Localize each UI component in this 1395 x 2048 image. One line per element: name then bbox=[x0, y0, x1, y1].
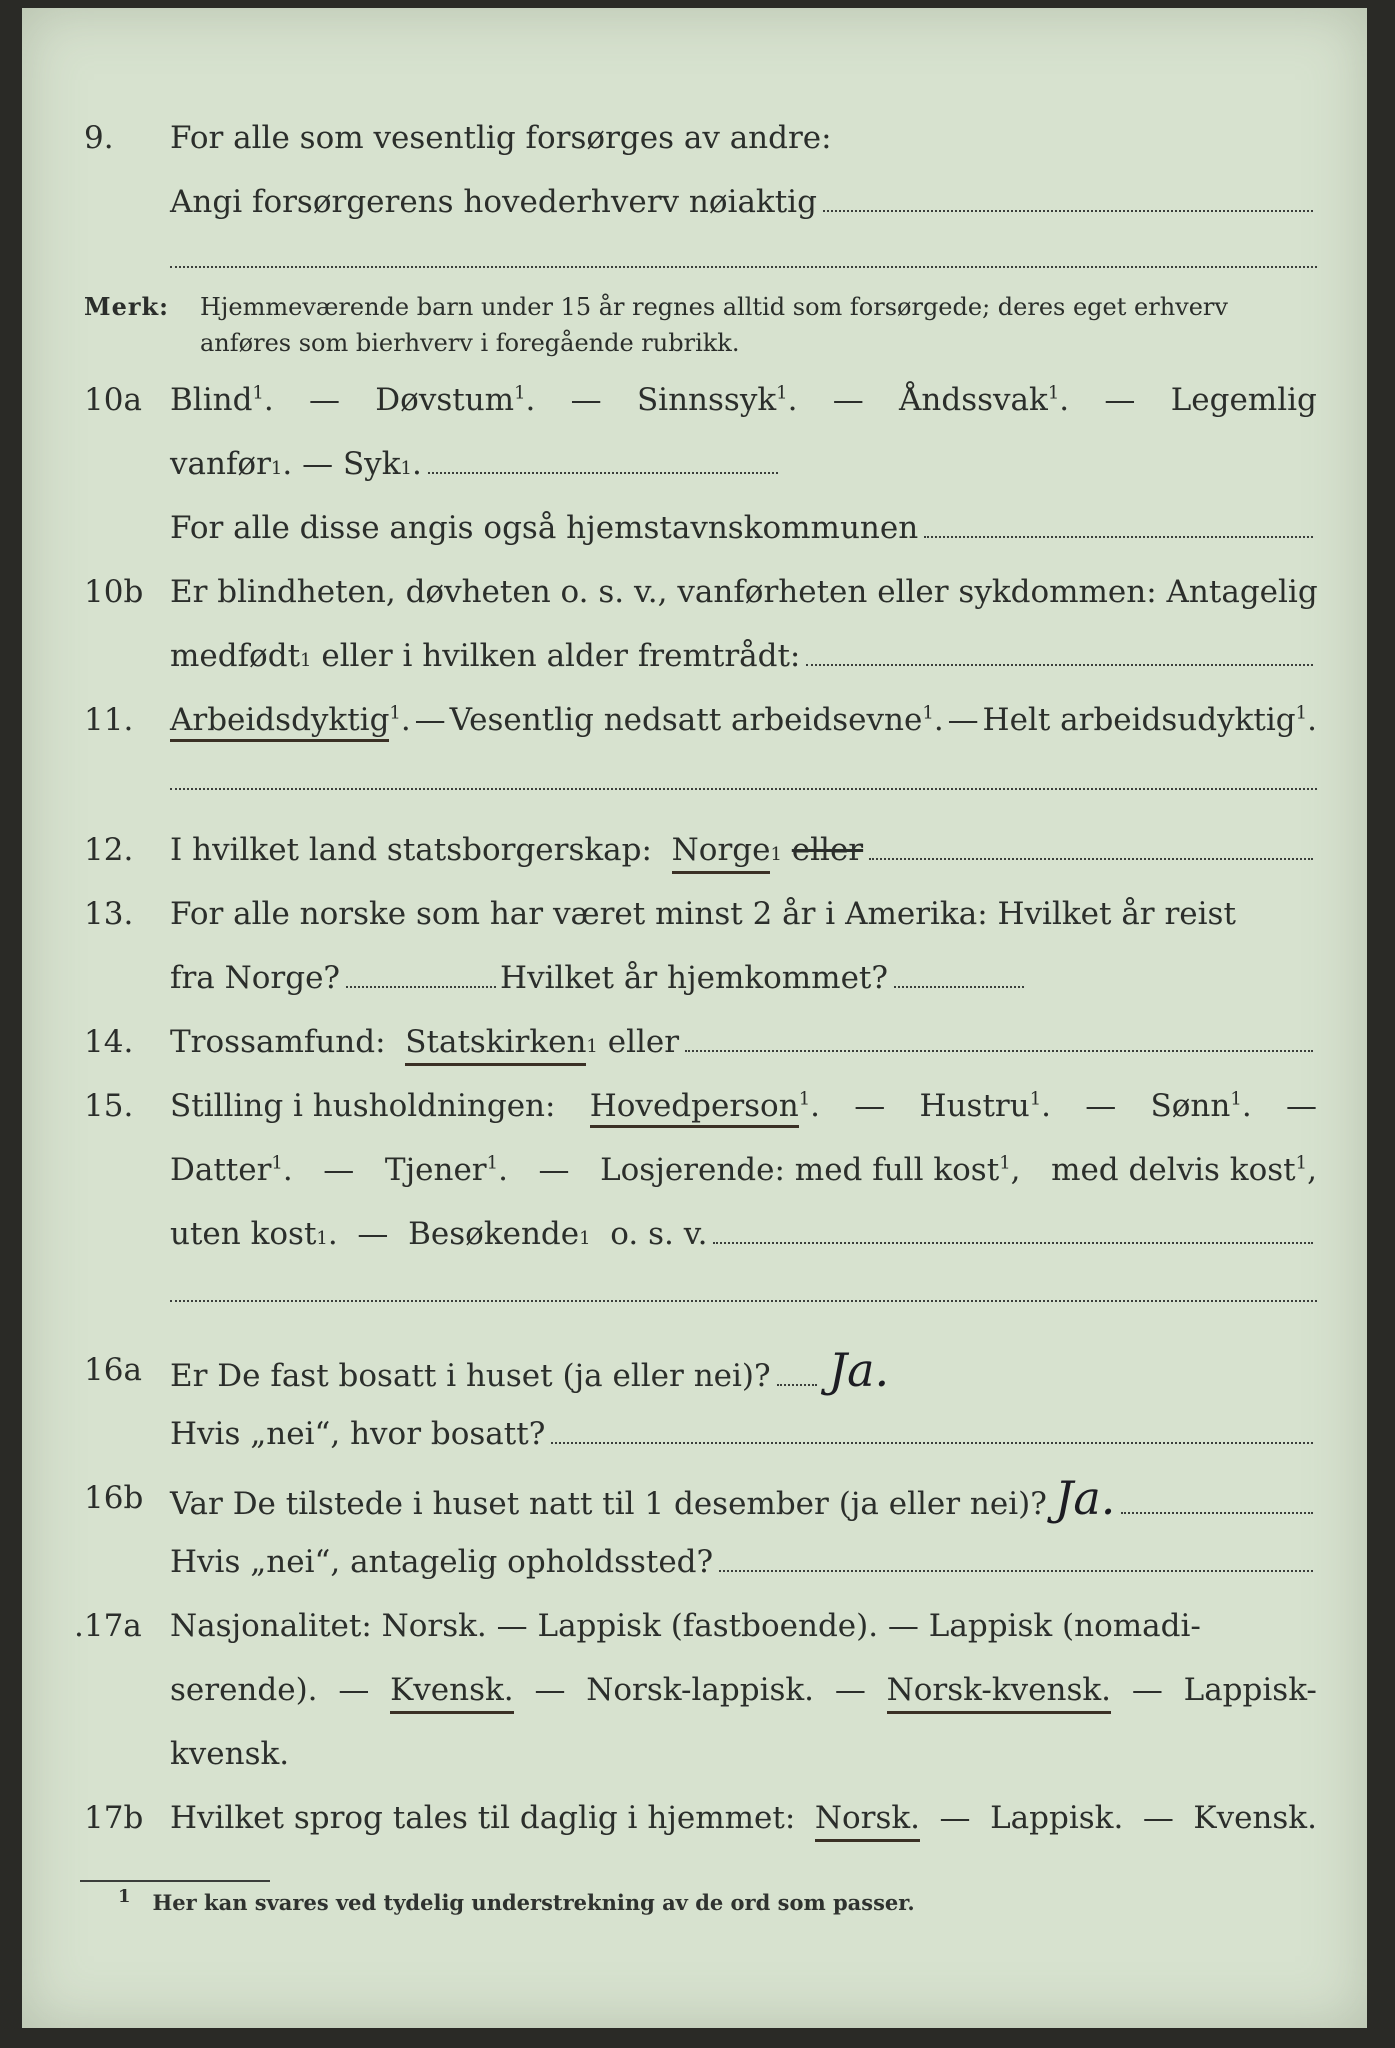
opt-medfodt[interactable]: medfødt bbox=[170, 638, 301, 674]
q10b-number: 10b bbox=[84, 574, 144, 610]
opt-nedsatt-arbeidsevne[interactable]: Vesentlig nedsatt arbeidsevne bbox=[449, 702, 923, 738]
q15-osv: o. s. v. bbox=[610, 1216, 708, 1252]
q17a-line1: Nasjonalitet: Norsk. — Lappisk (fastboende). — Lappisk (nomadi- bbox=[170, 1608, 1201, 1644]
q16b-number: 16b bbox=[84, 1480, 144, 1516]
q16b-dots bbox=[1121, 1512, 1313, 1514]
q10a-hjemstavn-label: For alle disse angis også hjemstavnskommunen bbox=[170, 510, 919, 546]
q10a-number: 10a bbox=[84, 382, 142, 418]
opt-dovstum[interactable]: Døvstum bbox=[375, 382, 515, 418]
q16b-question: Var De tilstede i huset natt til 1 desember (ja eller nei)? bbox=[170, 1486, 1047, 1522]
opt-hovedperson[interactable]: Hovedperson bbox=[590, 1088, 799, 1128]
q17a-number: .17a bbox=[74, 1608, 142, 1644]
opt-norsk-lappisk[interactable]: Norsk-lappisk. bbox=[586, 1672, 815, 1708]
q15-extra-line[interactable] bbox=[170, 1300, 1317, 1302]
q16b-opholdssted-label: Hvis „nei“, antagelig opholdssted? bbox=[170, 1544, 714, 1580]
merk-line1: Hjemmeværende barn under 15 år regnes alltid som forsørgede; deres eget erhverv bbox=[200, 293, 1228, 321]
q10b-line1: Er blindheten, døvheten o. s. v., vanførheten eller sykdommen: Antagelig bbox=[170, 574, 1318, 610]
opt-hustru[interactable]: Hustru bbox=[919, 1088, 1030, 1124]
q10b-alder-label: eller i hvilken alder fremtrådt: bbox=[321, 638, 801, 674]
opt-sprog-lappisk[interactable]: Lappisk. bbox=[990, 1800, 1124, 1836]
q16a-handwritten-answer[interactable]: Ja. bbox=[828, 1343, 890, 1397]
opt-legemlig[interactable]: Legemlig bbox=[1170, 382, 1317, 418]
opt-datter[interactable]: Datter bbox=[170, 1152, 272, 1188]
q14-number: 14. bbox=[84, 1024, 134, 1060]
q12-number: 12. bbox=[84, 832, 134, 868]
opt-losjerende-full-kost[interactable]: Losjerende: med full kost bbox=[600, 1152, 1000, 1188]
q17b-number: 17b bbox=[84, 1800, 144, 1836]
q10a-syk-line[interactable] bbox=[428, 472, 778, 474]
opt-norsk-kvensk[interactable]: Norsk-kvensk. bbox=[887, 1670, 1111, 1714]
footnote-rule bbox=[80, 1880, 270, 1882]
opt-sprog-kvensk[interactable]: Kvensk. bbox=[1193, 1800, 1317, 1836]
footnote-mark: 1 bbox=[118, 1886, 131, 1907]
opt-statskirken[interactable]: Statskirken bbox=[405, 1022, 586, 1066]
q17a-line3: kvensk. bbox=[170, 1736, 290, 1772]
q9-number: 9. bbox=[84, 120, 114, 156]
footnote bbox=[118, 1886, 915, 1915]
q14-label: Trossamfund: bbox=[170, 1024, 386, 1060]
q16a-bosatt-line[interactable] bbox=[551, 1442, 1313, 1444]
q15-answer-line[interactable] bbox=[713, 1242, 1313, 1244]
opt-sinnssyk[interactable]: Sinnssyk bbox=[636, 382, 777, 418]
merk-label: Merk: bbox=[84, 292, 169, 321]
opt-eller-struck[interactable]: eller bbox=[791, 832, 864, 868]
census-form-page: 9. For alle som vesentlig forsørges av andre: Angi forsørgerens hovederhverv nøiaktig Merk: Hjemmeværende barn under 15 år regnes alltid som forsørgede; deres eget erhverv anføres som bierhverv i foregående rubrikk. 10a Blind$^1$. — Døvstum$^1$. — Sinnssyk$^1$. — Åndssvak$^1$. — Legemlig vanfør 1 . — Syk 1 . For alle disse angis også hjemstavnskommunen 10b Er blindheten, døvheten o. s. v., vanførheten eller sykdommen: Antagelig medfødt 1 eller i hvilken alder fremtrådt: 11. Arbeidsdyktig$^1$. — Vesentlig nedsatt arbeidsevne$^1$. — Helt arbeidsudyktig$^1$. 12. I hvilket land statsborgerskap: Norge 1 eller 13. For alle norske som har været minst 2 år i Amerika: Hvilket år reist fra Norge? Hvilket år hjemkommet? 14. Trossamfund: Statskirken 1 eller 15. Stilling i husholdningen: Hovedperson$^1$. — Hustru$^1$. — Sønn$^1$. — Datter$^1$. — Tjener$^1$. — Losjerende: med full kost$^1$, med delvis kost$^1$, uten kost 1 . — Besøkende 1 o. s. v. 16a Er De fast bosatt i huset (ja eller nei)? Ja. Hvis „nei“, hvor bosatt? 16b Var De tilstede i huset natt til 1 desember (ja eller nei)? Ja. Hvis „nei“, antagelig opholdssted? .17a Nasjonalitet: Norsk. — Lappisk (fastboende). — Lappisk (nomadi- serende). — Kvensk. — Norsk-lappisk. — Norsk-kvensk. — Lappisk- kvensk. 17b Hvilket sprog tales til daglig i hjemmet: Norsk. — Lappisk. — Kvensk. 1 Her kan svares ved tydelig understrekning av de ord som passer. bbox=[22, 8, 1367, 2028]
q16b-handwritten-answer[interactable]: Ja. bbox=[1054, 1471, 1116, 1525]
opt-blind[interactable]: Blind bbox=[170, 382, 253, 418]
q9-extra-line[interactable] bbox=[170, 266, 1317, 268]
opt-vanfor[interactable]: vanfør bbox=[170, 446, 271, 482]
opt-delvis-kost[interactable]: med delvis kost bbox=[1051, 1152, 1296, 1188]
merk-line2: anføres som bierhverv i foregående rubrikk. bbox=[200, 329, 740, 357]
q16a-question: Er De fast bosatt i huset (ja eller nei)? bbox=[170, 1358, 771, 1394]
q12-answer-line[interactable] bbox=[869, 858, 1313, 860]
q13-line1: For alle norske som har været minst 2 år i Amerika: Hvilket år reist bbox=[170, 896, 1236, 932]
footnote-text: Her kan svares ved tydelig understrekning av de ord som passer. bbox=[152, 1890, 915, 1915]
opt-sprog-norsk[interactable]: Norsk. bbox=[815, 1798, 920, 1842]
q11-number: 11. bbox=[84, 702, 134, 738]
q15-label: Stilling i husholdningen: bbox=[170, 1088, 556, 1124]
q13-reist-line[interactable] bbox=[346, 986, 496, 988]
opt-besokende[interactable]: Besøkende bbox=[408, 1216, 580, 1252]
opt-nomadiserende[interactable]: serende). bbox=[170, 1672, 318, 1708]
q16a-number: 16a bbox=[84, 1352, 142, 1388]
q16b-opholdssted-line[interactable] bbox=[719, 1570, 1313, 1572]
q13-number: 13. bbox=[84, 896, 134, 932]
q9-line1: For alle som vesentlig forsørges av andre: bbox=[170, 120, 832, 156]
q16a-dots bbox=[777, 1384, 817, 1386]
q14-answer-line[interactable] bbox=[685, 1050, 1313, 1052]
q16a-bosatt-label: Hvis „nei“, hvor bosatt? bbox=[170, 1416, 546, 1452]
q12-label: I hvilket land statsborgerskap: bbox=[170, 832, 652, 868]
q13-hjemkommet-label: Hvilket år hjemkommet? bbox=[500, 960, 889, 996]
q9-answer-line[interactable] bbox=[823, 210, 1313, 212]
opt-syk[interactable]: Syk bbox=[342, 446, 401, 482]
opt-sonn[interactable]: Sønn bbox=[1150, 1088, 1231, 1124]
q11-extra-line[interactable] bbox=[170, 788, 1317, 790]
opt-helt-arbeidsudyktig[interactable]: Helt arbeidsudyktig bbox=[982, 702, 1296, 738]
q15-number: 15. bbox=[84, 1088, 134, 1124]
q14-eller: eller bbox=[607, 1024, 680, 1060]
q10a-hjemstavn-line[interactable] bbox=[924, 536, 1313, 538]
opt-lappisk-kvensk[interactable]: Lappisk- bbox=[1183, 1672, 1317, 1708]
opt-arbeidsdyktig[interactable]: Arbeidsdyktig bbox=[170, 702, 389, 742]
q17b-label: Hvilket sprog tales til daglig i hjemmet: bbox=[170, 1800, 796, 1836]
opt-andssvak[interactable]: Åndssvak bbox=[899, 382, 1048, 418]
opt-kvensk[interactable]: Kvensk. bbox=[390, 1670, 514, 1714]
opt-tjener[interactable]: Tjener bbox=[384, 1152, 487, 1188]
q9-line2: Angi forsørgerens hovederhverv nøiaktig bbox=[170, 184, 817, 220]
q13-reist-label: fra Norge? bbox=[170, 960, 341, 996]
opt-uten-kost[interactable]: uten kost bbox=[170, 1216, 317, 1252]
q10b-alder-line[interactable] bbox=[806, 664, 1313, 666]
q13-hjemkommet-line[interactable] bbox=[894, 986, 1024, 988]
opt-norge[interactable]: Norge bbox=[672, 830, 771, 874]
